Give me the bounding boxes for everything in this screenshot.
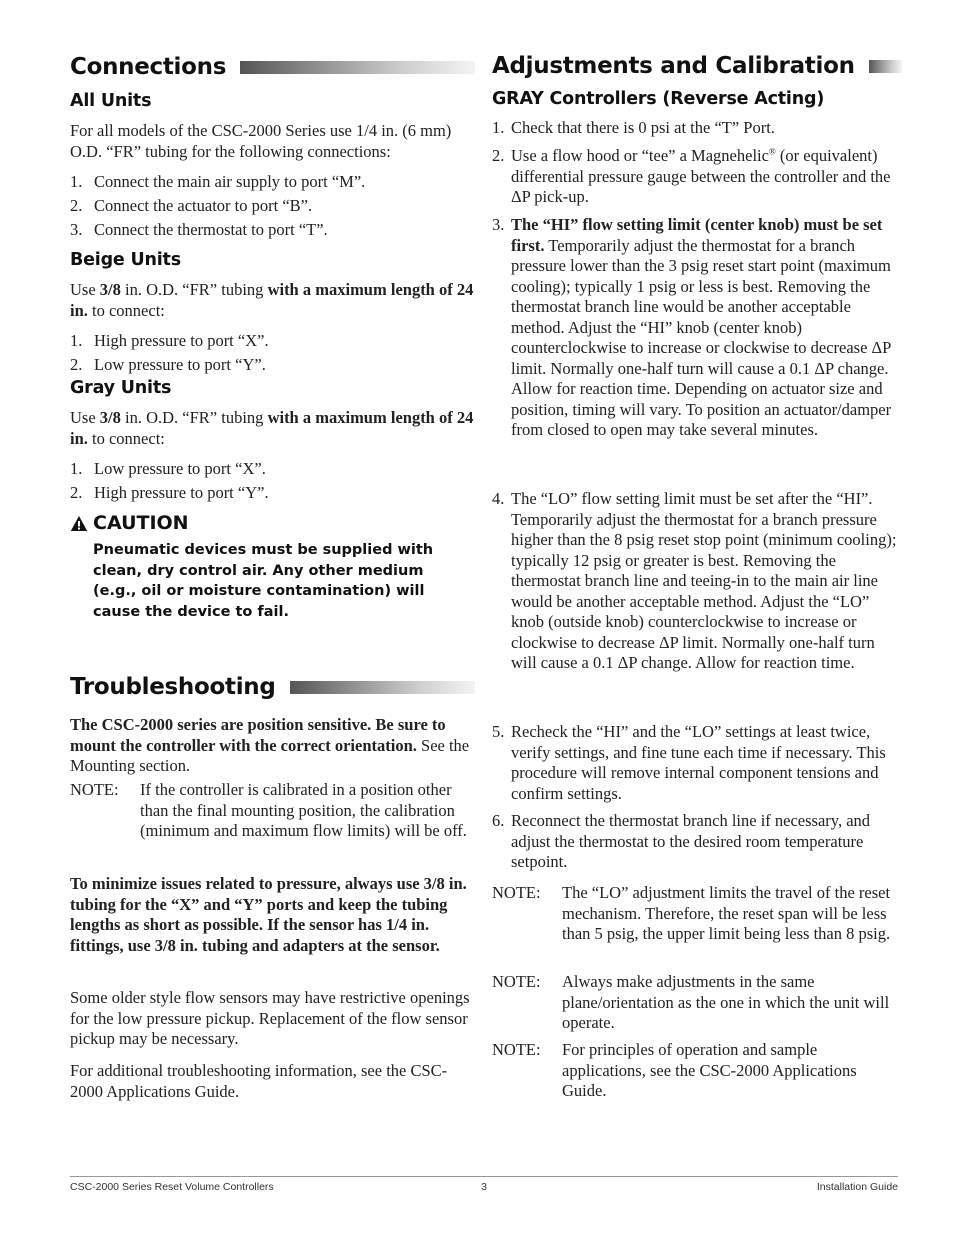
beige-units-intro: Use 3/8 in. O.D. “FR” tubing with a maximum length of 24 in. to connect: bbox=[70, 280, 474, 320]
all-units-intro: For all models of the CSC-2000 Series use 1/4 in. (6 mm) O.D. “FR” tubing for the following connections: bbox=[70, 121, 452, 161]
additional-info-paragraph: For additional troubleshooting information, see the CSC-2000 Applications Guide. bbox=[70, 1061, 448, 1101]
page-number: 3 bbox=[481, 1181, 487, 1193]
caution-text: Pneumatic devices must be supplied with clean, dry control air. Any other medium (e.g., oil or moisture contamination) will cause the device to fail. bbox=[93, 542, 434, 620]
gray-units-intro: Use 3/8 in. O.D. “FR” tubing with a maximum length of 24 in. to connect: bbox=[70, 408, 474, 448]
gray-units-heading: Gray Units bbox=[70, 378, 172, 398]
warning-triangle-icon bbox=[70, 515, 88, 532]
footer-document-type: Installation Guide bbox=[816, 1181, 898, 1193]
older-sensors-paragraph: Some older style flow sensors may have restrictive openings for the low pressure pickup. Replacement of the flow sensor pickup may be necessary. bbox=[70, 988, 470, 1048]
heading-gradient-bar bbox=[290, 681, 475, 694]
caution-heading: CAUTION bbox=[70, 511, 189, 535]
connections-heading: Connections bbox=[70, 53, 475, 81]
all-units-heading: All Units bbox=[70, 91, 152, 111]
gray-controllers-subheading: GRAY Controllers (Reverse Acting) bbox=[492, 89, 825, 109]
troubleshooting-heading: Troubleshooting bbox=[70, 673, 475, 701]
pressure-guidance: To minimize issues related to pressure, always use 3/8 in. tubing for the “X” and “Y” ports and keep the tubing lengths as short as possible. If the sensor has 1/4 in. fittings, use 3/8 in. tubing and adapters at the sensor. bbox=[70, 874, 467, 955]
heading-gradient-bar bbox=[240, 61, 475, 74]
adjustments-heading: Adjustments and Calibration bbox=[492, 52, 902, 80]
beige-units-heading: Beige Units bbox=[70, 250, 181, 270]
page-footer bbox=[70, 1176, 898, 1196]
heading-gradient-bar bbox=[869, 60, 902, 73]
footer-product-name: CSC-2000 Series Reset Volume Controllers bbox=[70, 1181, 274, 1193]
troubleshooting-lead: The CSC-2000 series are position sensitive. Be sure to mount the controller with the correct orientation. See the Mounting section. bbox=[70, 715, 470, 775]
